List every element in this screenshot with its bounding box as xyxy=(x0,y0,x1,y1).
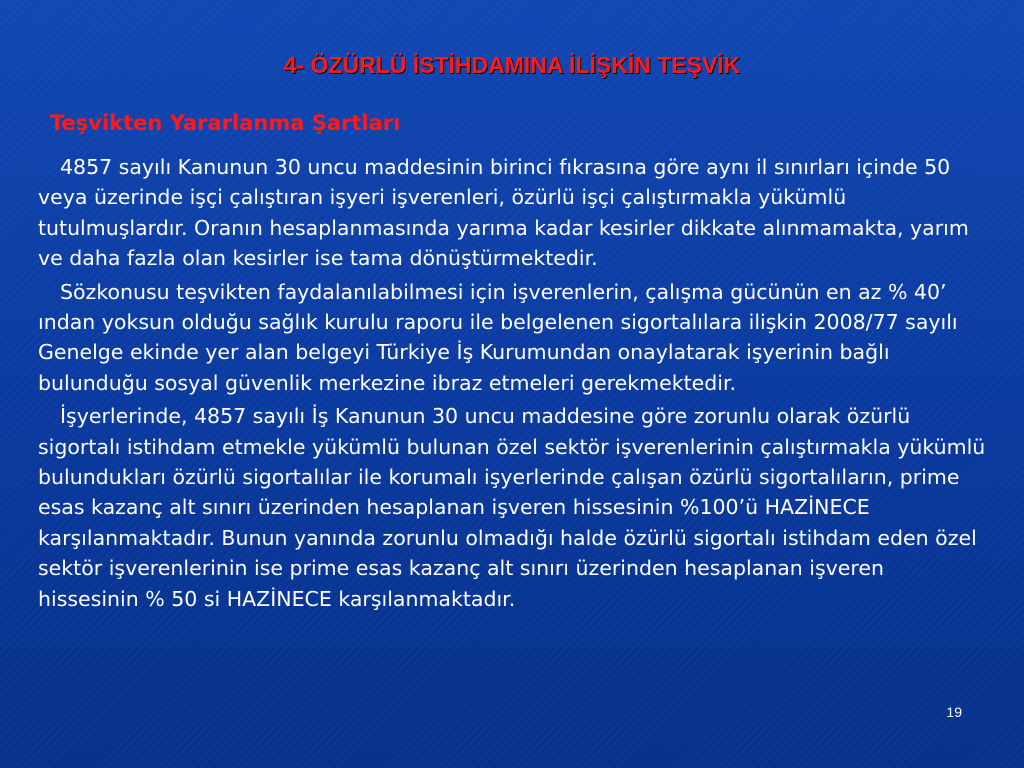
slide-body xyxy=(38,152,988,617)
slide-title: 4- ÖZÜRLÜ İSTİHDAMINA İLİŞKİN TEŞVİK xyxy=(283,52,741,78)
slide-subtitle: Teşvikten Yararlanma Şartları xyxy=(50,111,401,135)
paragraph-2: Sözkonusu teşvikten faydalanılabilmesi için işverenlerin, çalışma gücünün en az % 40’ ından yoksun olduğu sağlık kurulu raporu ile belgelenen sigortalılara ilişkin 2008/77 sayılı Genelge ekinde yer alan belgeyi Türkiye İş Kurumundan onaylatarak işyerinin bağlı bulunduğu sosyal güvenlik merkezine ibraz etmeleri gerekmektedir. xyxy=(38,279,958,395)
paragraph-1: 4857 sayılı Kanunun 30 uncu maddesinin birinci fıkrasına göre aynı il sınırları içinde 50 veya üzerinde işçi çalıştıran işyeri işverenleri, özürlü işçi çalıştırmakla yükümlü tutulmuşlardır. Oranın hesaplanmasında yarıma kadar kesirler dikkate alınmamakta, yarım ve daha fazla olan kesirler ise tama dönüştürmektedir. xyxy=(38,155,969,271)
paragraph-3: İşyerlerinde, 4857 sayılı İş Kanunun 30 uncu maddesine göre zorunlu olarak özürlü sigortalı istihdam etmekle yükümlü bulunan özel sektör işverenlerinin çalıştırmakla yükümlü bulundukları özürlü sigortalılar ile korumalı işyerlerinde çalışan özürlü sigortalıların, prime esas kazanç alt sınırı üzerinden hesaplanan işveren hissesinin %100’ü HAZİNECE karşılanmaktadır. Bunun yanında zorunlu olmadığı halde özürlü sigortalı istihdam eden özel sektör işverenlerinin ise prime esas kazanç alt sınırı üzerinden hesaplanan işveren hissesinin % 50 si HAZİNECE karşılanmaktadır. xyxy=(38,404,986,611)
page-number: 19 xyxy=(946,704,962,720)
